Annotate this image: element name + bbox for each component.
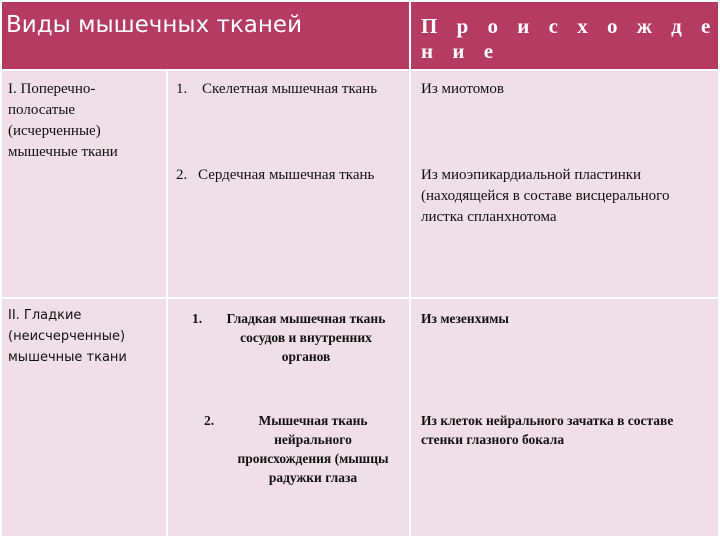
header-origin [410, 1, 719, 70]
tissue-name: Мышечная ткань нейрального происхождения (мышцы радужки глаза [237, 413, 389, 486]
header-origin-label: П р о и с х о ж д е н и е [421, 14, 718, 63]
tissue-type-label: I. Поперечно-полосатые (исчерченные) мышечные ткани [8, 80, 118, 160]
header-tissue-types-label: Виды мышечных тканей [6, 12, 303, 38]
list-item [176, 165, 406, 186]
item-number: 2. [176, 166, 188, 183]
tissue-type-cell [1, 298, 167, 537]
list-item [176, 79, 406, 100]
table-row [1, 70, 719, 299]
origin-text: Из мезенхимы [421, 311, 509, 327]
list-item [204, 411, 400, 487]
tissue-name: Сердечная мышечная ткань [198, 166, 375, 183]
table-row [1, 298, 719, 537]
origin-cell [410, 70, 719, 299]
origin-text: Из миоэпикардиальной пластинки (находящейся в составе висцерального листка спланхнотома [421, 166, 670, 225]
origin-text: Из миотомов [421, 80, 504, 97]
header-tissue-types [1, 1, 410, 70]
item-number: 2. [204, 413, 215, 429]
tissue-name: Гладкая мышечная ткань сосудов и внутренних органов [226, 311, 386, 365]
list-item [192, 309, 392, 366]
origin-cell [410, 298, 719, 537]
item-number: 1. [176, 80, 188, 97]
origin-text: Из клеток нейрального зачатка в составе стенки глазного бокала [421, 413, 674, 448]
table-header-row [1, 1, 719, 70]
tissue-type-cell [1, 70, 167, 299]
tissue-type-label: II. Гладкие (неисчерченные) мышечные ткани [8, 308, 127, 366]
tissue-name: Скелетная мышечная ткань [202, 80, 378, 97]
tissue-names-cell [167, 70, 410, 299]
tissue-names-cell [167, 298, 410, 537]
item-number: 1. [192, 311, 203, 327]
